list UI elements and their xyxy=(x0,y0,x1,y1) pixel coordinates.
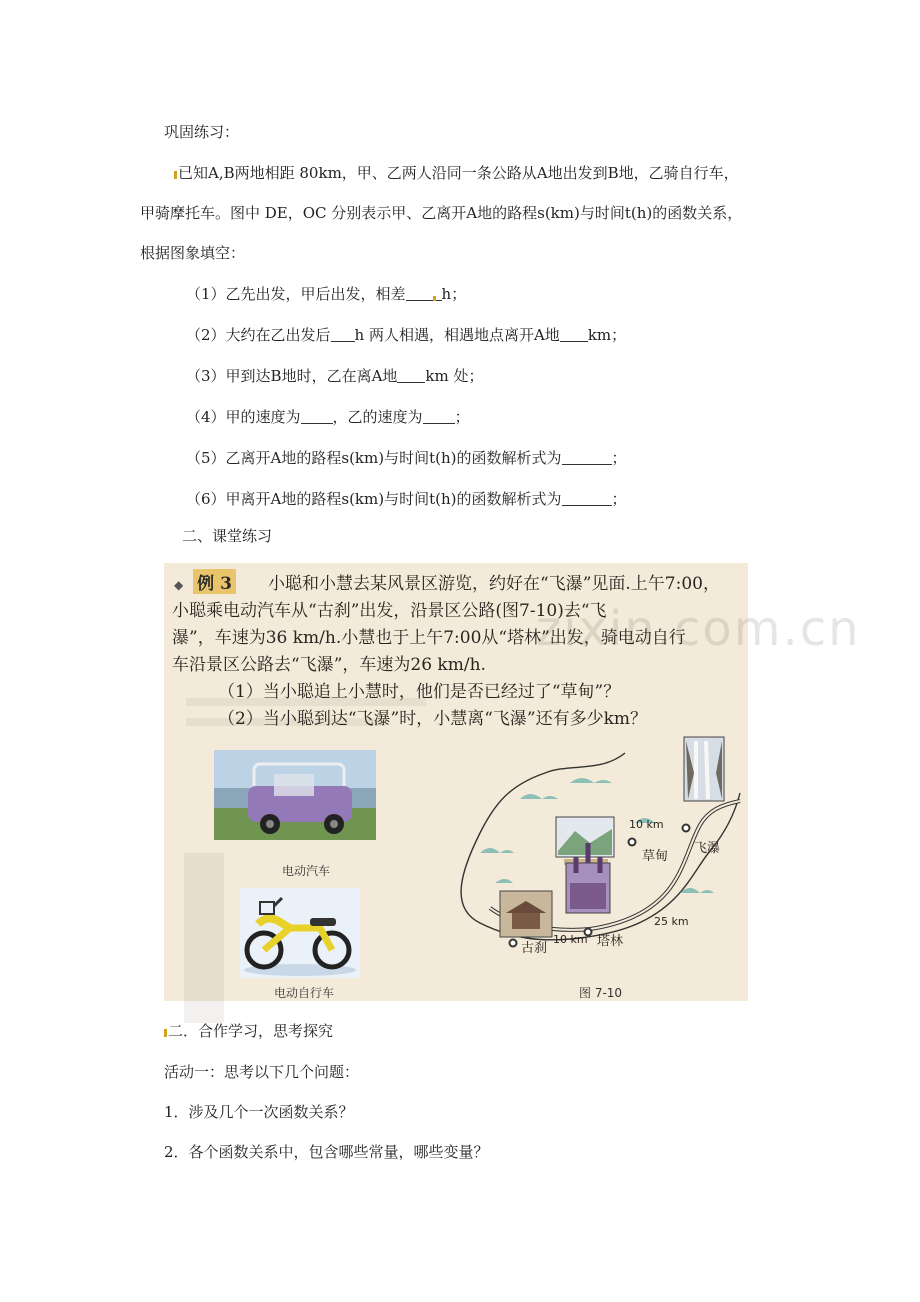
answer-blank[interactable] xyxy=(397,368,425,383)
question-6: （6）甲离开A地的路程s(km)与时间t(h)的函数解析式为 ； xyxy=(186,490,627,508)
electric-car-image xyxy=(214,750,376,840)
map-distance-3: 25 km xyxy=(654,915,689,928)
section-heading: 巩固练习： xyxy=(164,123,240,141)
list-item: 2．各个函数关系中，包含哪些常量，哪些变量？ xyxy=(164,1143,489,1161)
problem-line-1: 已知A,B两地相距 80km，甲、乙两人沿同一条公路从A地出发到B地，乙骑自行车， xyxy=(174,163,739,183)
electric-bike-image xyxy=(240,888,360,978)
answer-blank[interactable] xyxy=(560,327,588,342)
answer-blank[interactable] xyxy=(423,409,455,424)
answer-blank[interactable] xyxy=(301,409,333,424)
map-label-talin: 塔林 xyxy=(597,934,624,949)
list-item: 1．涉及几个一次函数关系？ xyxy=(164,1103,354,1121)
section-classroom: 二、课堂练习 xyxy=(182,527,273,545)
question-2: （2）大约在乙出发后 h 两人相遇，相遇地点离开A地 km； xyxy=(186,326,627,344)
section-coop: 二．合作学习，思考探究 xyxy=(164,1021,333,1041)
map-distance-1: 10 km xyxy=(629,818,664,831)
map-caption: 图 7-10 xyxy=(579,986,623,1000)
example-badge: ◆ 例 3 xyxy=(174,569,236,594)
answer-blank[interactable] xyxy=(406,286,432,301)
answer-blank[interactable] xyxy=(432,286,438,301)
answer-blank[interactable] xyxy=(331,327,355,342)
answer-blank[interactable] xyxy=(562,450,612,465)
example-text-1: 小聪和小慧去某风景区游览，约好在“飞瀑”见面.上午7:00， xyxy=(268,574,720,594)
question-4: （4）甲的速度为 ，乙的速度为 ； xyxy=(186,408,470,426)
watermark: zixin.com.cn xyxy=(536,601,861,657)
question-5: （5）乙离开A地的路程s(km)与时间t(h)的函数解析式为 ； xyxy=(186,449,627,467)
car-caption: 电动汽车 xyxy=(282,864,331,878)
question-1: （1）乙先出发，甲后出发，相差 h； xyxy=(186,285,467,303)
example-text-2: 小聪乘电动汽车从“古刹”出发，沿景区公路(图7-10)去“飞 xyxy=(172,601,607,621)
marker-icon xyxy=(164,1029,167,1037)
question-3: （3）甲到达B地时，乙在离A地 km 处； xyxy=(186,367,484,385)
map-label-feipu: 飞瀑 xyxy=(694,841,721,856)
example-question-2: （2）当小聪到达“飞瀑”时，小慧离“飞瀑”还有多少km？ xyxy=(218,709,647,729)
textbook-figure xyxy=(164,563,861,1001)
problem-line-3: 根据图象填空： xyxy=(140,244,246,262)
map-label-caodian: 草甸 xyxy=(642,849,669,864)
example-text-3: 瀑”，车速为36 km/h.小慧也于上午7:00从“塔林”出发，骑电动自行 xyxy=(172,628,686,648)
example-question-1: （1）当小聪追上小慧时，他们是否已经过了“草甸”？ xyxy=(218,682,621,702)
example-text-4: 车沿景区公路去“飞瀑”，车速为26 km/h. xyxy=(172,655,486,675)
bike-caption: 电动自行车 xyxy=(274,986,335,1000)
answer-blank[interactable] xyxy=(562,491,612,506)
marker-icon xyxy=(174,171,177,179)
example-label: 例 3 xyxy=(193,569,236,594)
map-label-gucha: 古刹 xyxy=(521,941,548,956)
activity-heading: 活动一：思考以下几个问题： xyxy=(164,1063,360,1081)
map-distance-2: 10 km xyxy=(553,933,588,946)
problem-line-2: 甲骑摩托车。图中 DE，OC 分别表示甲、乙离开A地的路程s(km)与时间t(h)的函数关系， xyxy=(140,204,743,222)
